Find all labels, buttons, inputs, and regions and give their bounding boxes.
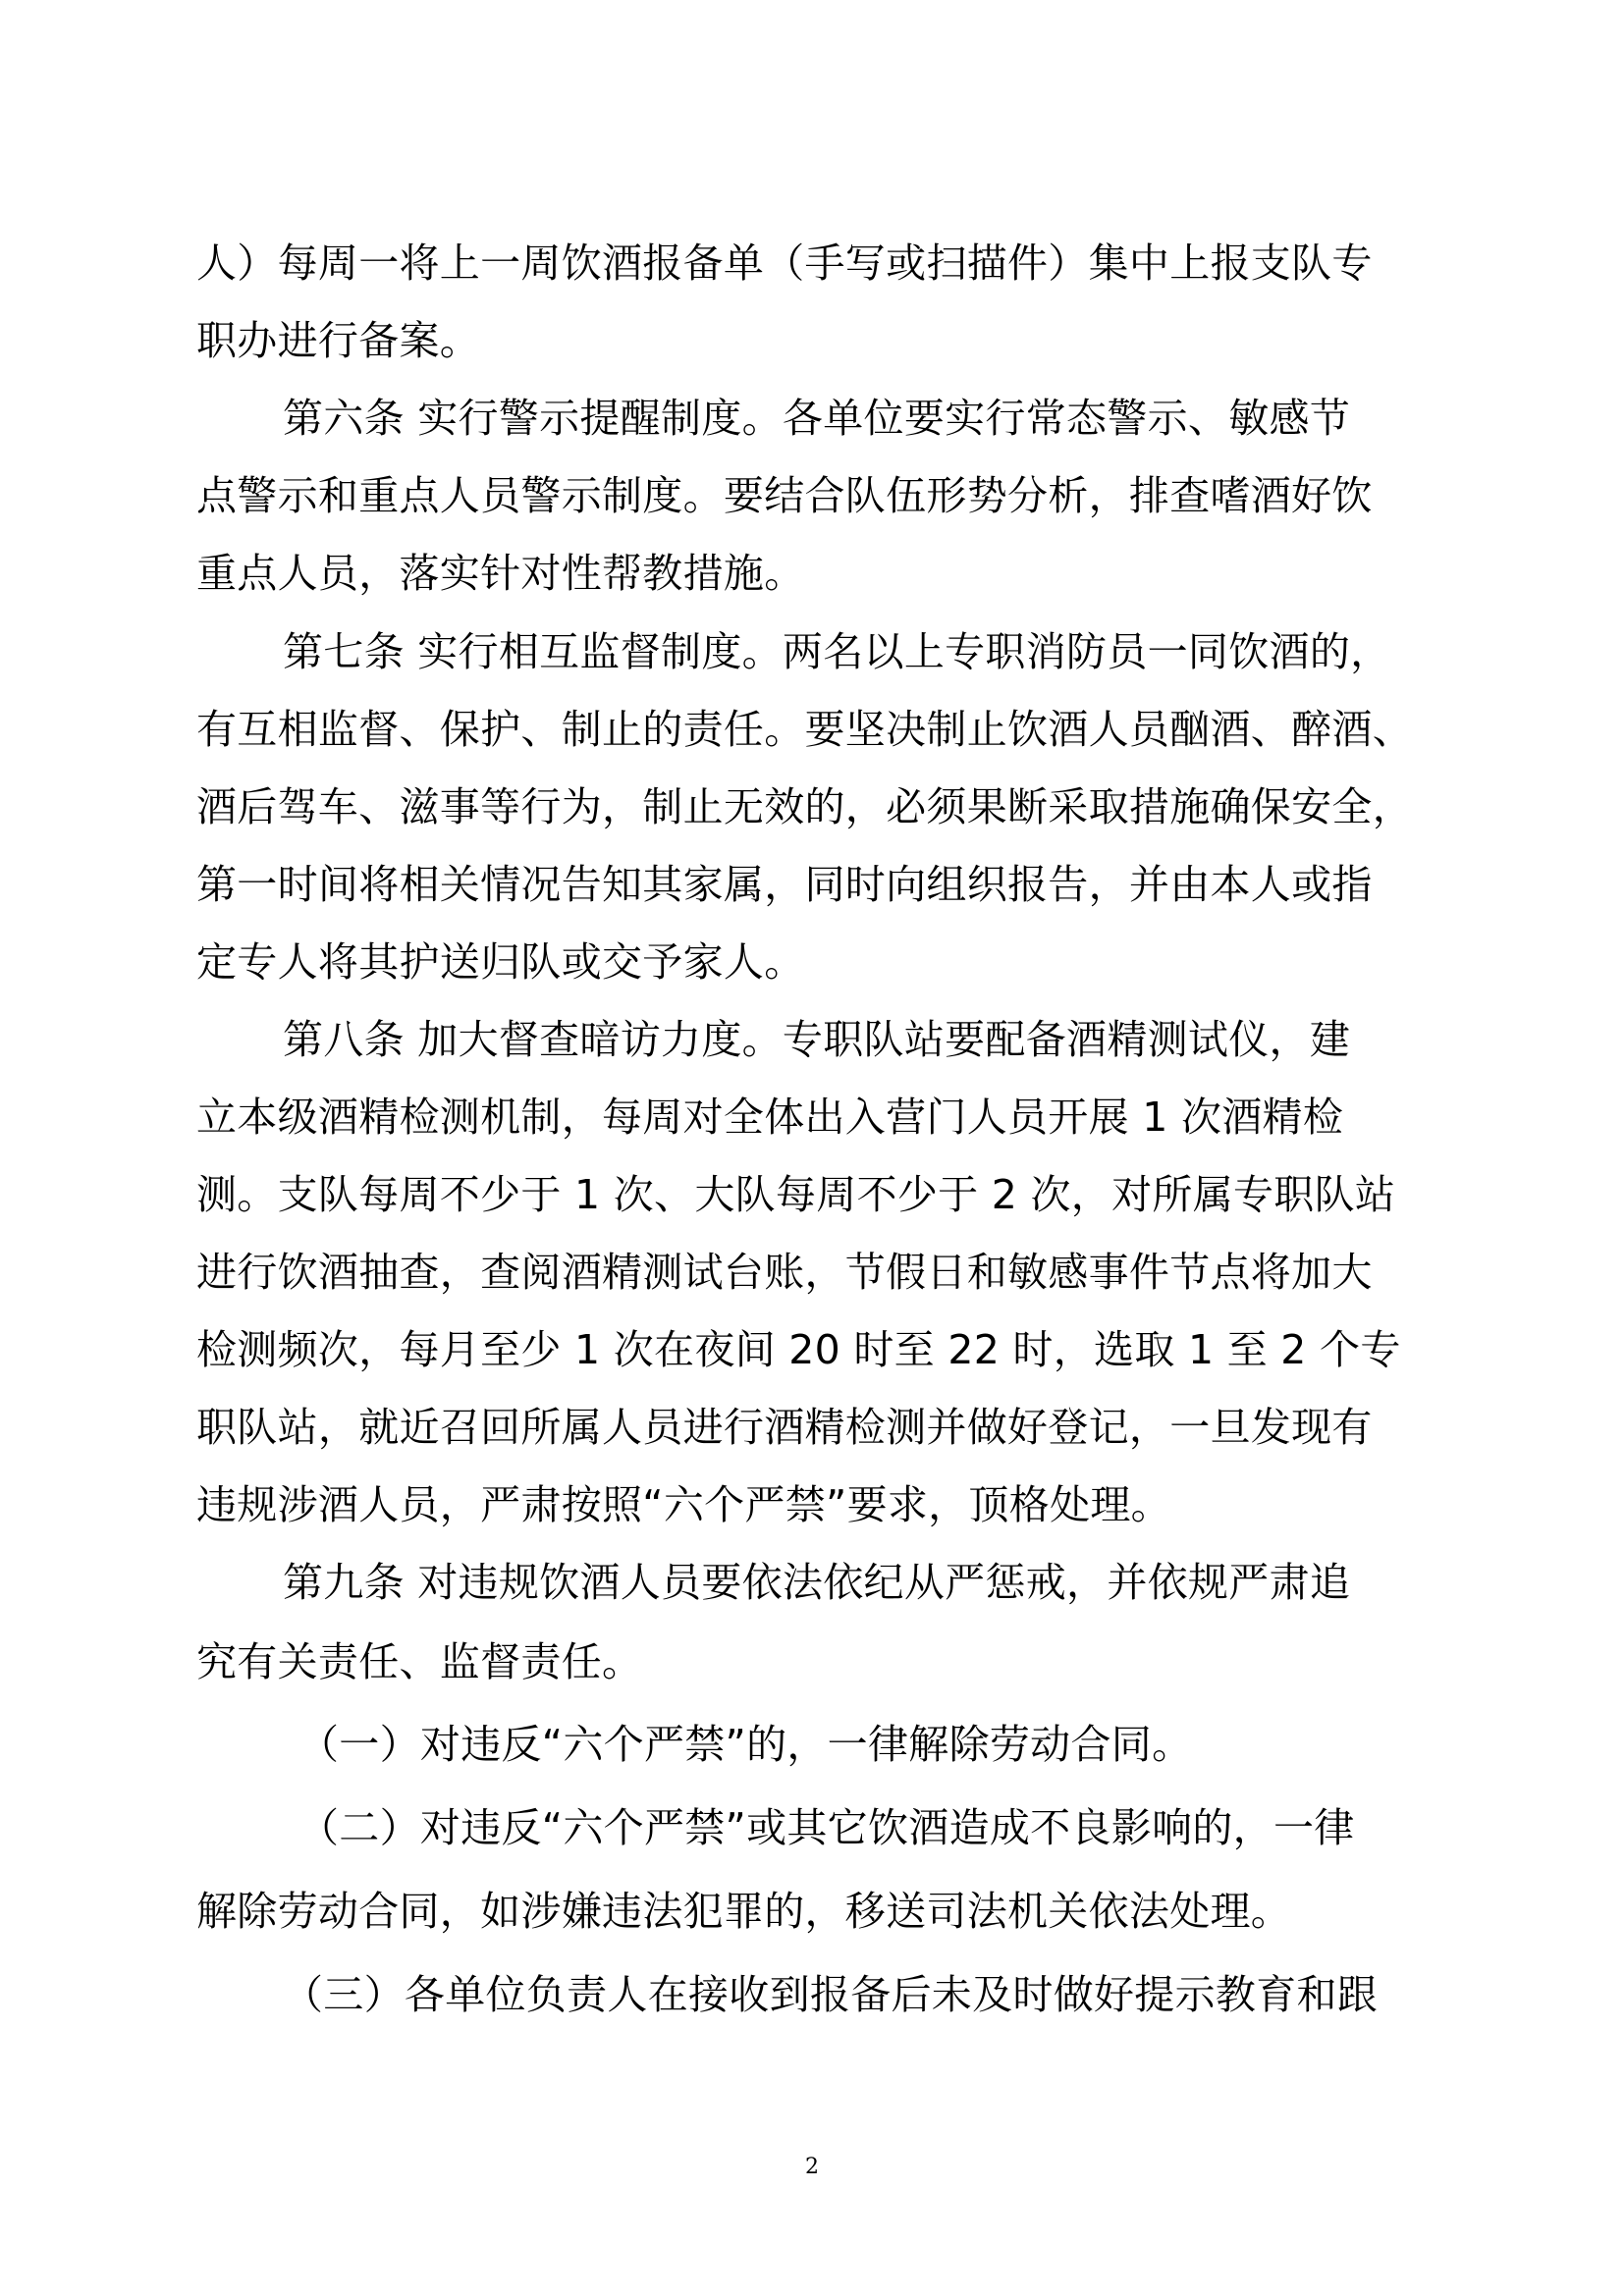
- clause-2-line: （二）对违反“六个严禁”或其它饮酒造成不良影响的，一律: [298, 1804, 1355, 1851]
- page-number: 2: [805, 2155, 819, 2179]
- clause-1-line: （一）对违反“六个严禁”的，一律解除劳动合同。: [298, 1721, 1193, 1768]
- text-line: 职办进行备案。: [196, 317, 481, 364]
- article-8-heading-line: 第八条 加大督查暗访力度。专职队站要配备酒精测试仪，建: [283, 1016, 1351, 1063]
- article-9-heading-line: 第九条 对违规饮酒人员要依法依纪从严惩戒，并依规严肃追: [283, 1559, 1351, 1606]
- text-line: 酒后驾车、滋事等行为，制止无效的，必须果断采取措施确保安全，: [196, 783, 1413, 830]
- text-line: 违规涉酒人员，严肃按照“六个严禁”要求，顶格处理。: [196, 1481, 1171, 1528]
- text-line: 职队站，就近召回所属人员进行酒精检测并做好登记，一旦发现有: [196, 1404, 1373, 1451]
- text-line: 究有关责任、监督责任。: [196, 1638, 643, 1685]
- text-line: 解除劳动合同，如涉嫌违法犯罪的，移送司法机关依法处理。: [196, 1888, 1292, 1935]
- text-line: 测。支队每周不少于 1 次、大队每周不少于 2 次，对所属专职队站: [196, 1171, 1396, 1218]
- text-line: 立本级酒精检测机制，每周对全体出入营门人员开展 1 次酒精检: [196, 1094, 1344, 1141]
- article-6-heading-line: 第六条 实行警示提醒制度。各单位要实行常态警示、敏感节: [283, 395, 1351, 442]
- text-line: 定专人将其护送归队或交予家人。: [196, 938, 805, 986]
- text-line: 第一时间将相关情况告知其家属，同时向组织报告，并由本人或指: [196, 861, 1373, 908]
- text-line: 检测频次，每月至少 1 次在夜间 20 时至 22 时，选取 1 至 2 个专: [196, 1326, 1401, 1373]
- text-line: 有互相监督、保护、制止的责任。要坚决制止饮酒人员酗酒、醉酒、: [196, 706, 1413, 753]
- article-7-heading-line: 第七条 实行相互监督制度。两名以上专职消防员一同饮酒的，: [283, 628, 1391, 675]
- text-line: 人）每周一将上一周饮酒报备单（手写或扫描件）集中上报支队专: [196, 240, 1373, 287]
- text-line: 进行饮酒抽查，查阅酒精测试台账，节假日和敏感事件节点将加大: [196, 1249, 1373, 1296]
- text-line: 点警示和重点人员警示制度。要结合队伍形势分析，排查嗜酒好饮: [196, 472, 1373, 519]
- text-line: 重点人员，落实针对性帮教措施。: [196, 550, 805, 597]
- clause-3-line: （三）各单位负责人在接收到报备后未及时做好提示教育和跟: [283, 1971, 1379, 2018]
